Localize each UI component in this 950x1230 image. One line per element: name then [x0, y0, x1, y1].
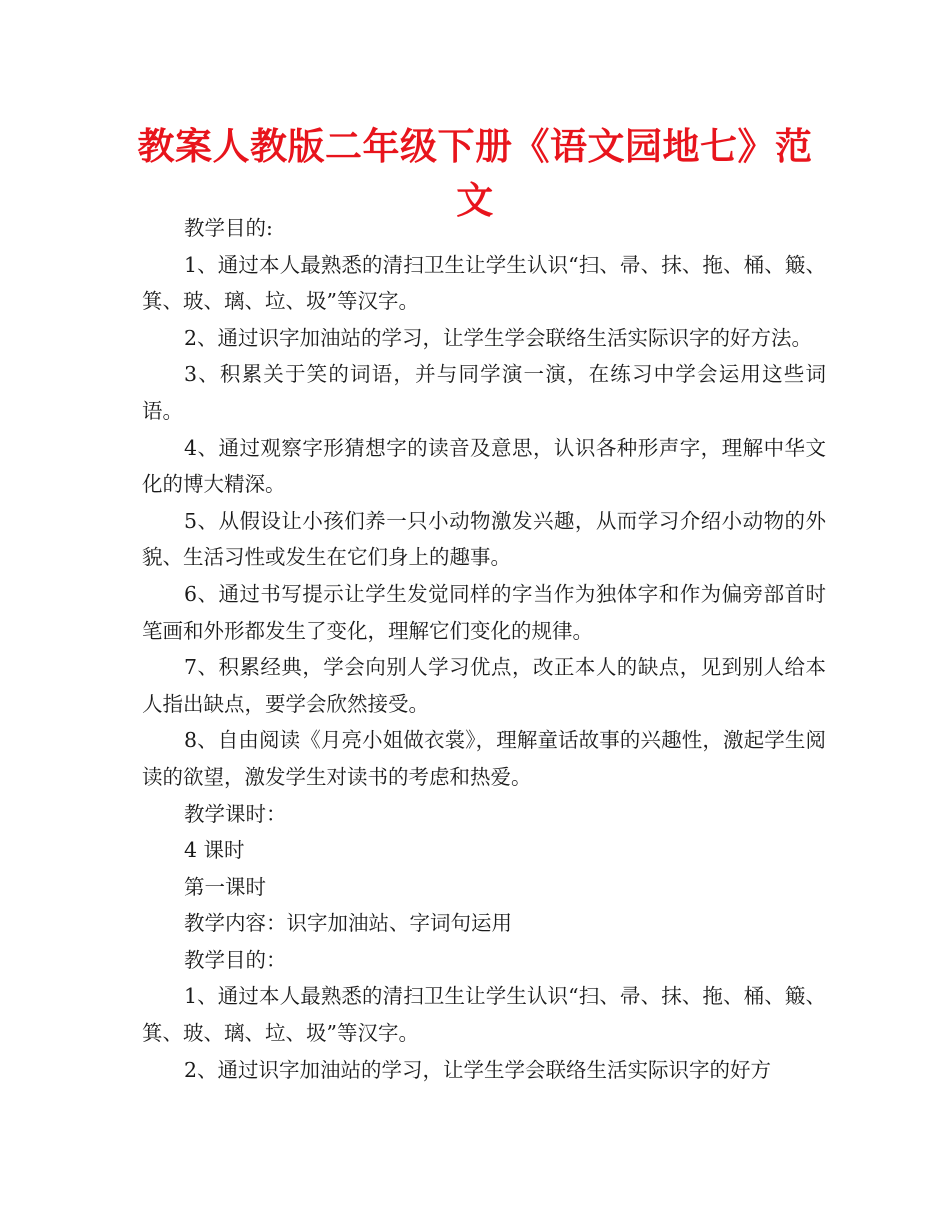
- paragraph-objective-6: 6、通过书写提示让学生发觉同样的字当作为独体字和作为偏旁部首时笔画和外形都发生了变化，理解它们变化的规律。: [142, 581, 826, 643]
- paragraph-objective-5: 5、从假设让小孩们养一只小动物激发兴趣，从而学习介绍小动物的外貌、生活习性或发生在它们身上的趣事。: [142, 508, 826, 570]
- paragraph-lesson-hours-heading: 教学课时：: [184, 801, 287, 826]
- paragraph-objectives-heading-2: 教学目的：: [184, 947, 287, 972]
- document-body: [142, 210, 826, 1088]
- paragraph-lesson-content: 教学内容：识字加油站、字词句运用: [184, 911, 512, 936]
- paragraph-lesson-hours: 4 课时: [184, 838, 245, 863]
- paragraph-first-lesson: 第一课时: [184, 874, 266, 899]
- paragraph-objectives-heading: 教学目的:: [184, 216, 273, 240]
- paragraph-objective-4: 4、通过观察字形猜想字的读音及意思，认识各种形声字，理解中华文化的博大精深。: [142, 435, 826, 497]
- paragraph-objective-1-repeat: 1、通过本人最熟悉的清扫卫生让学生认识“扫、帚、抹、拖、桶、簸、箕、玻、璃、垃、圾”等汉字。: [142, 984, 826, 1046]
- paragraph-objective-7: 7、积累经典，学会向别人学习优点，改正本人的缺点，见到别人给本人指出缺点，要学会欣然接受。: [142, 655, 826, 716]
- paragraph-objective-3: 3、积累关于笑的词语，并与同学演一演，在练习中学会运用这些词语。: [142, 362, 826, 423]
- paragraph-objective-1: 1、通过本人最熟悉的清扫卫生让学生认识“扫、帚、抹、拖、桶、簸、箕、玻、璃、垃、圾”等汉字。: [142, 252, 826, 314]
- paragraph-objective-8: 8、自由阅读《月亮小姐做衣裳》，理解童话故事的兴趣性，激起学生阅读的欲望，激发学生对读书的考虑和热爱。: [142, 728, 826, 789]
- document-title: 教案人教版二年级下册《语文园地七》范文: [137, 125, 813, 222]
- paragraph-objective-2: 2、通过识字加油站的学习，让学生学会联络生活实际识字的好方法。: [184, 325, 813, 350]
- paragraph-objective-2-repeat: 2、通过识字加油站的学习，让学生学会联络生活实际识字的好方: [184, 1057, 772, 1082]
